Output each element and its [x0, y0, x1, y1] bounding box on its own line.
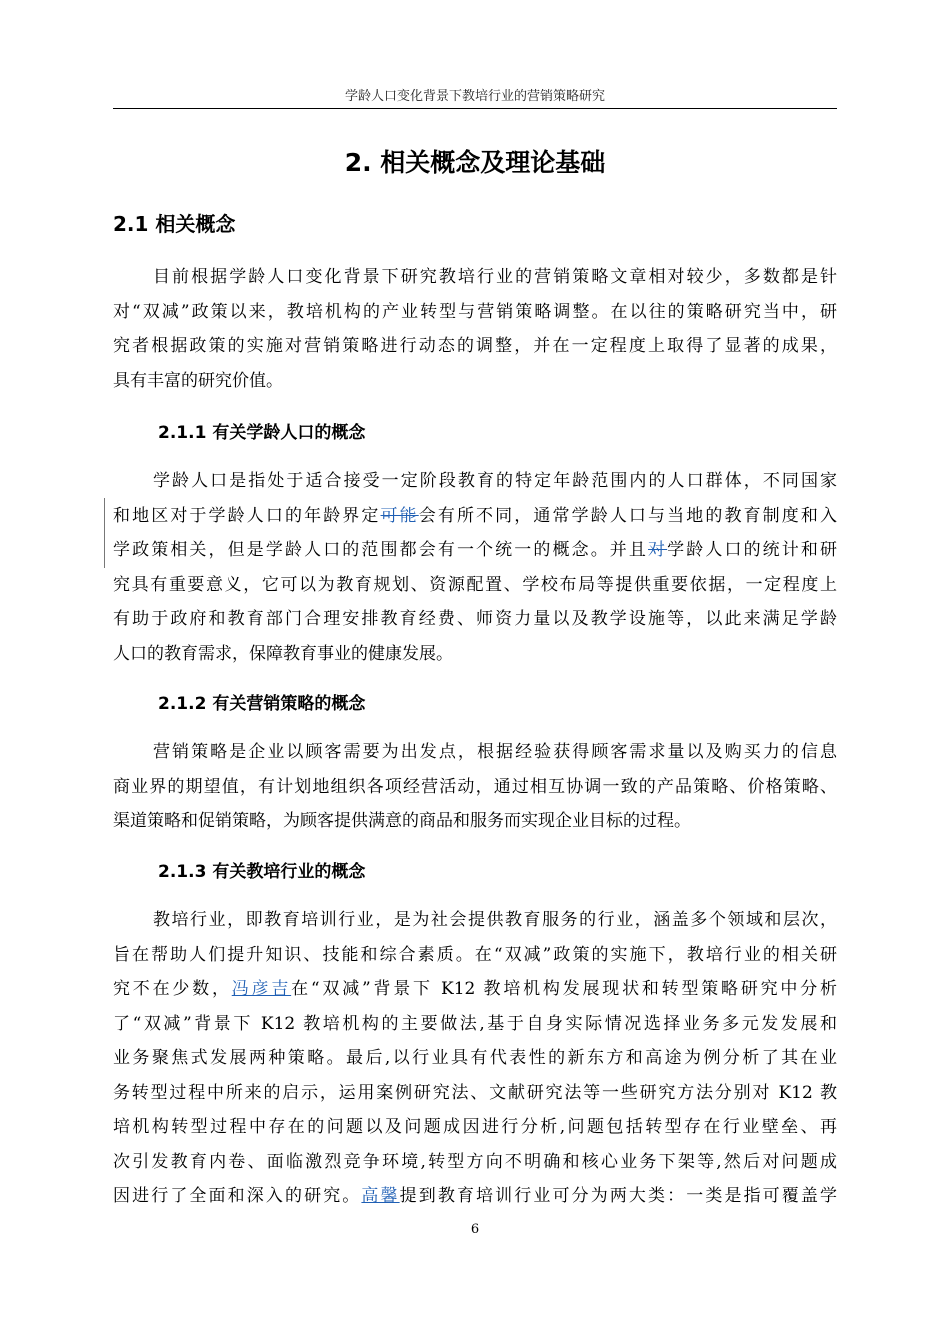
paragraph-line: [113, 499, 837, 534]
paragraph-line: [113, 972, 837, 1007]
paragraph-line: 究者根据政策的实施对营销策略进行动态的调整，并在一定程度上取得了显著的成果，: [113, 336, 837, 356]
section-2-1-2-heading: 2.1.2 有关营销策略的概念: [158, 694, 366, 714]
paragraph-line: 对“双减”政策以来，教培机构的产业转型与营销策略调整。在以往的策略研究当中，研: [113, 301, 837, 322]
running-header: 学龄人口变化背景下教培行业的营销策略研究: [344, 89, 605, 104]
paragraph-line: 业务聚焦式发展两种策略。最后,以行业具有代表性的新东方和高途为例分析了其在业: [113, 1048, 837, 1068]
header-rule: [113, 108, 837, 109]
tracked-deletion: 对: [648, 540, 668, 560]
section-2-1-paragraph: [113, 260, 837, 398]
tracked-deletion: 可能: [380, 505, 419, 526]
text-run: 学政策相关，但是学龄人口的范围都会有一个统一的概念。并且: [113, 540, 649, 560]
paragraph-line: 教培行业，即教育培训行业，是为社会提供教育服务的行业，涵盖多个领域和层次，: [153, 910, 837, 930]
section-2-1-3-paragraph: [113, 903, 837, 1214]
text-run: 因进行了全面和深入的研究。: [113, 1186, 362, 1206]
paragraph-line: [113, 1179, 837, 1214]
paragraph-line: 务转型过程中所来的启示，运用案例研究法、文献研究法等一些研究方法分别对 K12 教: [113, 1082, 837, 1103]
paragraph-line: 学龄人口是指处于适合接受一定阶段教育的特定年龄范围内的人口群体，不同国家: [153, 471, 837, 491]
text-run: 究不在少数，: [113, 979, 232, 999]
paragraph-line: 培机构转型过程中存在的问题以及问题成因进行分析,问题包括转型存在行业壁垒、再: [113, 1117, 837, 1137]
page-number: 6: [470, 1222, 480, 1237]
section-2-1-3-heading: 2.1.3 有关教培行业的概念: [158, 862, 366, 882]
section-2-1-heading: 2.1 相关概念: [113, 212, 236, 236]
citation-link-feng-yanji[interactable]: 冯彦吉: [231, 979, 292, 999]
section-2-1-1-paragraph: [113, 464, 837, 671]
text-run: 提到教育培训行业可分为两大类：一类是指可覆盖学: [399, 1186, 837, 1206]
paragraph-line: 目前根据学龄人口变化背景下研究教培行业的营销策略文章相对较少，多数都是针: [153, 267, 837, 287]
text-run: 和地区对于学龄人口的年龄界定: [113, 505, 381, 526]
section-2-1-2-paragraph: [113, 735, 837, 839]
paragraph-line: [113, 533, 837, 568]
paragraph-line: 了“双减”背景下 K12 教培机构的主要做法,基于自身实际情况选择业务多元发发展和: [113, 1013, 837, 1034]
paragraph-line: 具有丰富的研究价值。: [113, 370, 283, 391]
paragraph-line: 商业界的期望值，有计划地组织各项经营活动，通过相互协调一致的产品策略、价格策略、: [113, 776, 837, 797]
paragraph-line: 次引发教育内卷、面临激烈竞争环境,转型方向不明确和核心业务下架等,然后对问题成: [113, 1151, 837, 1172]
section-2-1-1-heading: 2.1.1 有关学龄人口的概念: [158, 423, 366, 443]
text-run: 学龄人口的统计和研: [667, 540, 837, 560]
chapter-title: 2. 相关概念及理论基础: [344, 148, 606, 177]
text-run: 会有所不同，通常学龄人口与当地的教育制度和入: [418, 505, 837, 526]
paragraph-line: 渠道策略和促销策略，为顾客提供满意的商品和服务而实现企业目标的过程。: [113, 811, 691, 831]
paragraph-line: 有助于政府和教育部门合理安排教育经费、师资力量以及教学设施等，以此来满足学龄: [113, 609, 837, 629]
revision-change-bar: [104, 498, 105, 568]
paragraph-line: 人口的教育需求，保障教育事业的健康发展。: [113, 643, 453, 664]
citation-link-gao-xin[interactable]: 高馨: [361, 1186, 400, 1206]
text-run: 在“双减”背景下 K12 教培机构发展现状和转型策略研究中分析: [291, 979, 837, 999]
paragraph-line: 旨在帮助人们提升知识、技能和综合素质。在“双减”政策的实施下，教培行业的相关研: [113, 944, 837, 965]
paragraph-line: 营销策略是企业以顾客需要为出发点，根据经验获得顾客需求量以及购买力的信息: [153, 742, 837, 762]
paragraph-line: 究具有重要意义，它可以为教育规划、资源配置、学校布局等提供重要依据，一定程度上: [113, 574, 837, 595]
